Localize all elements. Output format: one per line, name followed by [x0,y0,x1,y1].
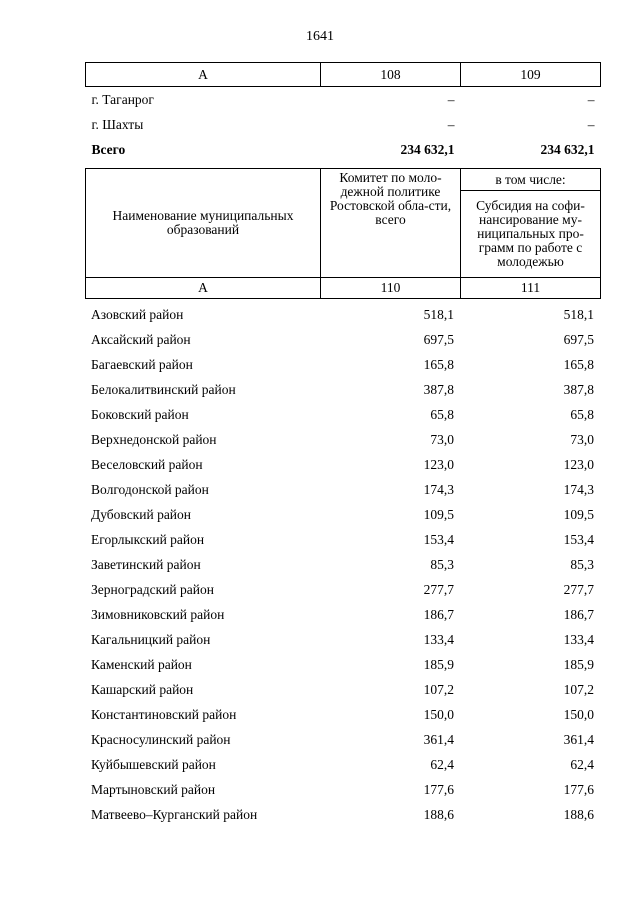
header-sub-110: 110 [321,278,461,299]
row-value-111: 361,4 [563,731,594,747]
row-value-111: 109,5 [563,506,594,522]
table-row [85,452,600,477]
row-name: Зерноградский район [91,581,214,597]
row-name: Багаевский район [91,356,193,372]
header-col-a: А [86,63,321,87]
row-value-111: 73,0 [570,431,594,447]
row-value-110: 188,6 [423,806,454,822]
row-name: Матвеево–Курганский район [91,806,258,822]
row-value-111: 153,4 [563,531,594,547]
row-value-110: 697,5 [423,331,454,347]
column-header-table [85,168,601,299]
table-row [85,602,600,627]
row-value-111: 697,5 [563,331,594,347]
row-value-111: 277,7 [563,581,594,597]
row-value-111: 186,7 [563,606,594,622]
table-row [85,352,600,377]
row-value-110: 123,0 [423,456,454,472]
row-value-110: 133,4 [423,631,454,647]
row-name: Каменский район [91,656,192,672]
row-name: Кагальницкий район [91,631,211,647]
table-row [85,652,600,677]
table-row [85,702,600,727]
row-value-110: 177,6 [423,781,454,797]
row-value-111: 133,4 [563,631,594,647]
row-value-111: 123,0 [563,456,594,472]
table-row [85,477,600,502]
header-committee-total: Комитет по моло-дежной политике Ростовской обла-сти, всего [321,169,461,278]
table-row [85,752,600,777]
table-row [85,777,600,802]
row-value-110: 185,9 [423,656,454,672]
table-row [85,527,600,552]
total-value-109: 234 632,1 [540,141,595,157]
row-name: г. Таганрог [91,91,154,107]
row-value-110: 109,5 [423,506,454,522]
row-name: Аксайский район [91,331,191,347]
row-value-109: – [587,116,595,132]
row-value-110: 65,8 [430,406,454,422]
row-name: Константиновский район [91,706,237,722]
row-value-111: 518,1 [563,306,594,322]
table-row [85,727,600,752]
row-value-110: 387,8 [423,381,454,397]
row-name: Азовский район [91,306,184,322]
table-row [85,627,600,652]
row-value-110: 518,1 [423,306,454,322]
row-value-109: – [587,91,595,107]
row-name: Мартыновский район [91,781,216,797]
header-municipality-name: Наименование муниципальных образований [86,169,321,278]
table-row [85,402,600,427]
row-value-111: 150,0 [563,706,594,722]
row-name: Боковский район [91,406,189,422]
row-value-111: 85,3 [570,556,594,572]
row-value-111: 165,8 [563,356,594,372]
top-table [85,62,601,162]
row-name: Волгодонской район [91,481,209,497]
row-name: Куйбышевский район [91,756,216,772]
row-value-111: 387,8 [563,381,594,397]
row-value-110: 153,4 [423,531,454,547]
row-value-111: 107,2 [563,681,594,697]
row-value-110: 277,7 [423,581,454,597]
header-number-row [86,278,601,299]
row-name: г. Шахты [91,116,144,132]
row-name: Дубовский район [91,506,192,522]
row-value-110: 73,0 [430,431,454,447]
row-value-111: 174,3 [563,481,594,497]
row-value-110: 150,0 [423,706,454,722]
header-subsidy: Субсидия на софи-нансирование му-ниципальных про-грамм по работе с молодежью [461,191,601,278]
table-row [85,502,600,527]
table-row [85,802,600,827]
table-row [86,112,601,137]
header-col-108: 108 [321,63,461,87]
row-value-111: 65,8 [570,406,594,422]
row-value-110: 186,7 [423,606,454,622]
row-name: Веселовский район [91,456,203,472]
total-label: Всего [91,141,126,157]
table-row [85,302,600,327]
row-name: Егорлыкский район [91,531,205,547]
row-value-111: 62,4 [570,756,594,772]
row-value-110: 62,4 [430,756,454,772]
row-value-110: 107,2 [423,681,454,697]
row-value-110: 85,3 [430,556,454,572]
header-including: в том числе: [461,169,601,191]
table-row [85,577,600,602]
row-name: Белокалитвинский район [91,381,236,397]
page-number: 1641 [306,29,334,44]
row-value-108: – [447,91,455,107]
header-col-109: 109 [461,63,601,87]
row-value-108: – [447,116,455,132]
row-name: Верхнедонской район [91,431,217,447]
total-row [86,137,601,162]
header-sub-a: А [86,278,321,299]
table-row [85,327,600,352]
top-header-row [86,63,601,87]
row-name: Заветинский район [91,556,201,572]
row-value-110: 165,8 [423,356,454,372]
total-value-108: 234 632,1 [400,141,455,157]
table-row [85,377,600,402]
header-sub-111: 111 [461,278,601,299]
table-row [86,87,601,113]
row-name: Зимовниковский район [91,606,225,622]
table-row [85,552,600,577]
row-name: Красносулинский район [91,731,231,747]
table-row [85,677,600,702]
table-row [85,427,600,452]
row-name: Кашарский район [91,681,194,697]
row-value-111: 188,6 [563,806,594,822]
row-value-110: 361,4 [423,731,454,747]
row-value-110: 174,3 [423,481,454,497]
data-table [85,302,600,827]
row-value-111: 177,6 [563,781,594,797]
row-value-111: 185,9 [563,656,594,672]
